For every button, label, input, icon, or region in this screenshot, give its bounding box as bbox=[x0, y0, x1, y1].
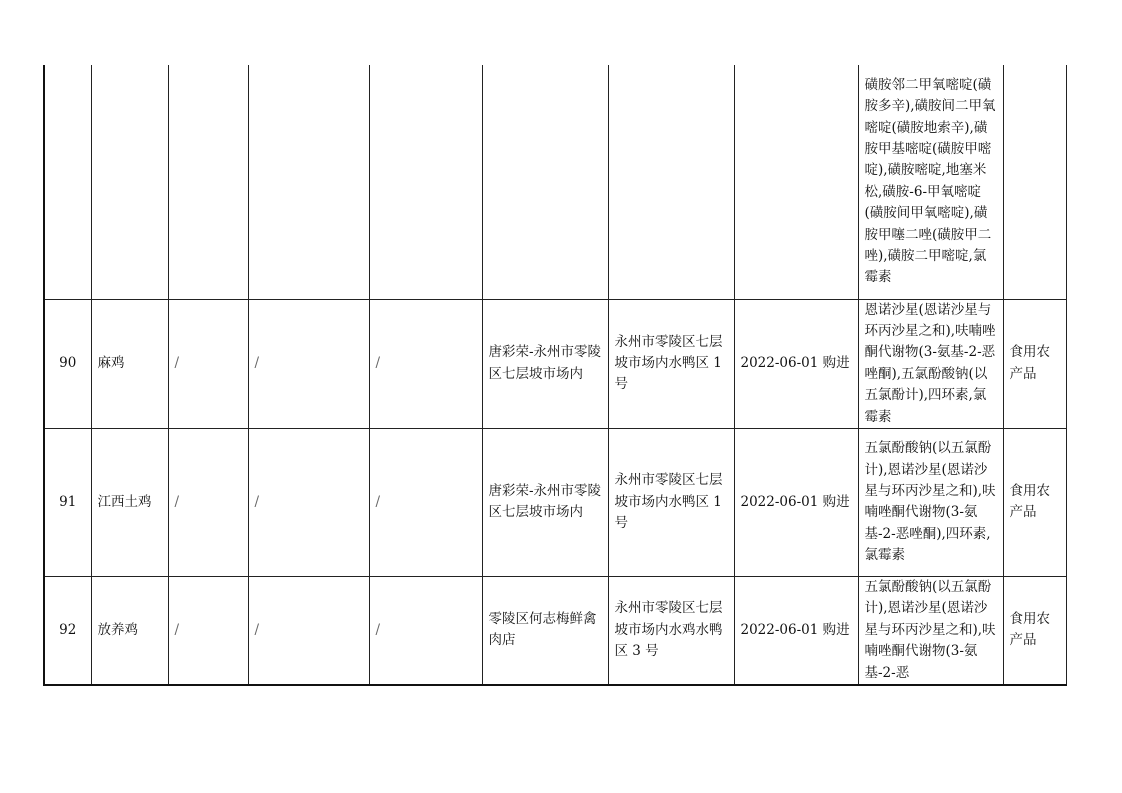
sample-name: 江西土鸡 bbox=[91, 428, 168, 576]
table-row bbox=[44, 428, 1066, 576]
cell-manufacturer-address: / bbox=[369, 428, 482, 576]
sampled-unit bbox=[482, 65, 608, 299]
purchase-date: 2022-06-01 购进 bbox=[734, 428, 858, 576]
cell-manufacturer: / bbox=[248, 299, 369, 428]
purchase-date: 2022-06-01 购进 bbox=[734, 299, 858, 428]
row-number: 92 bbox=[44, 576, 91, 685]
food-category bbox=[1003, 65, 1066, 299]
cell-manufacturer: / bbox=[248, 428, 369, 576]
cell-manufacturer-address bbox=[369, 65, 482, 299]
food-category: 食用农产品 bbox=[1003, 576, 1066, 685]
row-number bbox=[44, 65, 91, 299]
row-number: 91 bbox=[44, 428, 91, 576]
sampled-unit: 零陵区何志梅鲜禽肉店 bbox=[482, 576, 608, 685]
purchase-date: 2022-06-01 购进 bbox=[734, 576, 858, 685]
test-items: 磺胺邻二甲氧嘧啶(磺胺多辛),磺胺间二甲氧嘧啶(磺胺地索辛),磺胺甲基嘧啶(磺胺甲嘧啶),磺胺嘧啶,地塞米松,磺胺-6-甲氧嘧啶(磺胺间甲氧嘧啶),磺胺甲噻二唑(磺胺甲二唑),磺胺二甲嘧啶,氯霉素 bbox=[858, 65, 1003, 299]
sampled-unit: 唐彩荣-永州市零陵区七层坡市场内 bbox=[482, 428, 608, 576]
cell-manufacturer bbox=[248, 65, 369, 299]
cell-spec: / bbox=[168, 576, 248, 685]
sampling-results-table bbox=[43, 65, 1067, 686]
cell-spec: / bbox=[168, 428, 248, 576]
table-row bbox=[44, 65, 1066, 299]
test-items: 恩诺沙星(恩诺沙星与环丙沙星之和),呋喃唑酮代谢物(3-氨基-2-恶唑酮),五氯酚酸钠(以五氯酚计),四环素,氯霉素 bbox=[858, 299, 1003, 428]
sampled-unit-address bbox=[608, 65, 734, 299]
cell-manufacturer: / bbox=[248, 576, 369, 685]
cell-spec bbox=[168, 65, 248, 299]
sampled-unit: 唐彩荣-永州市零陵区七层坡市场内 bbox=[482, 299, 608, 428]
cell-manufacturer-address: / bbox=[369, 299, 482, 428]
cell-spec: / bbox=[168, 299, 248, 428]
sample-name: 麻鸡 bbox=[91, 299, 168, 428]
food-category: 食用农产品 bbox=[1003, 299, 1066, 428]
sample-name bbox=[91, 65, 168, 299]
sample-name: 放养鸡 bbox=[91, 576, 168, 685]
sampled-unit-address: 永州市零陵区七层坡市场内水鸭区 1 号 bbox=[608, 428, 734, 576]
food-category: 食用农产品 bbox=[1003, 428, 1066, 576]
test-items: 五氯酚酸钠(以五氯酚计),恩诺沙星(恩诺沙星与环丙沙星之和),呋喃唑酮代谢物(3-氨基-2-恶唑酮),四环素,氯霉素 bbox=[858, 428, 1003, 576]
sampled-unit-address: 永州市零陵区七层坡市场内水鸭区 1 号 bbox=[608, 299, 734, 428]
cell-manufacturer-address: / bbox=[369, 576, 482, 685]
table-row bbox=[44, 299, 1066, 428]
purchase-date bbox=[734, 65, 858, 299]
test-items: 五氯酚酸钠(以五氯酚计),恩诺沙星(恩诺沙星与环丙沙星之和),呋喃唑酮代谢物(3-氨基-2-恶 bbox=[858, 576, 1003, 685]
sampled-unit-address: 永州市零陵区七层坡市场内水鸡水鸭区 3 号 bbox=[608, 576, 734, 685]
table-row bbox=[44, 576, 1066, 685]
row-number: 90 bbox=[44, 299, 91, 428]
